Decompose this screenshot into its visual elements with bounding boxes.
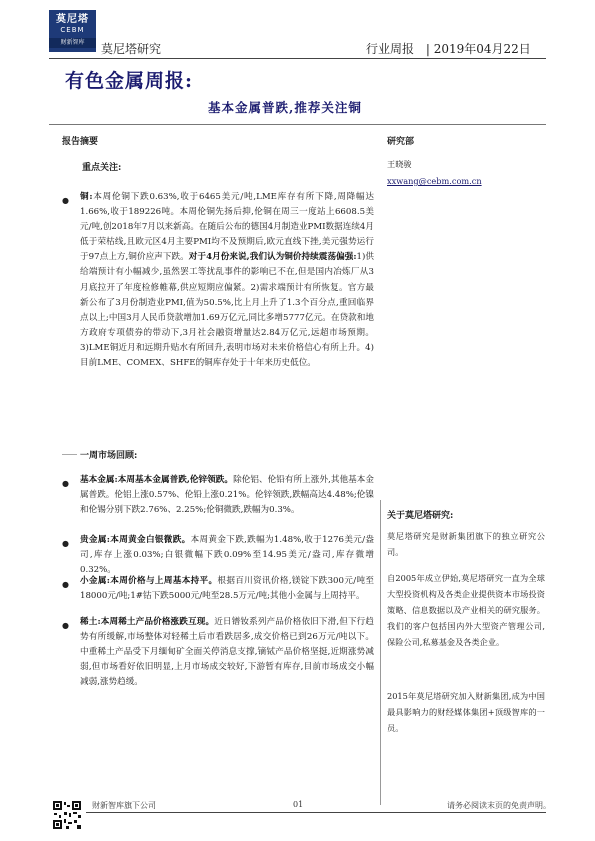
minor-metals-label: 小金属:本周价格与上周基本持平。 <box>80 576 218 586</box>
about-paragraph-3: 2015年莫尼塔研究加入财新集团,成为中国最具影响力的财经媒体集团+顶级智库的一员。 <box>387 691 545 733</box>
minor-metals-paragraph <box>80 574 374 604</box>
base-metals-paragraph <box>80 473 374 518</box>
base-metals-label: 基本金属:本周基本金属普跌,伦锌领跌。 <box>80 475 234 485</box>
copper-text: 本周伦铜下跌0.63%,收于6465美元/吨,LME库存有所下降,周降幅达1.66%,收于189226吨。本周伦铜先扬后抑,伦铜在周三一度站上6608.5美元/吨,创2018年7月以来新高。在随后公布的德国4月制造业PMI数据连续4月低于荣枯线,且欧元区4月主要PMI均不及预期后,欧元直线下挫,美元强势运行于97点上方,铜价应声下跌。 <box>80 192 374 263</box>
logo-text-caixin: 财新智库 <box>49 38 96 48</box>
research-dept-heading: 研究部 <box>387 137 415 147</box>
bullet-dot: ● <box>62 621 69 630</box>
about-paragraph-2: 自2005年成立伊始,莫尼塔研究一直为全球大型投资机构及各类企业提供资本市场投资策略、信息数据以及产业相关的研究服务。我们的客户包括国内外大型资产管理公司,保险公司,私募基金及各类企业。 <box>387 573 545 647</box>
precious-metals-text: 本周黄金下跌,跌幅为1.48%,收于1276美元/盎司,库存上涨0.03%;白银微幅下跌0.09%至14.95美元/盎司,库存微增0.32%。 <box>80 535 374 576</box>
analyst-email-link[interactable]: xxwang@cebm.com.cn <box>387 176 482 186</box>
precious-metals-label: 贵金属:本周黄金白银微跌。 <box>80 535 191 545</box>
header-divider <box>49 58 546 59</box>
copper-label: 铜: <box>80 192 93 202</box>
minor-metals-text: 根据百川资讯价格,镁锭下跌300元/吨至18000元/吨;1#钴下跌5000元/吨至28.5万元/吨;其他小金属与上周持平。 <box>80 576 374 602</box>
copper-text-2: 1)供给端预计有小幅减少,虽然罢工等扰乱事件的影响已不在,但是国内冶炼厂从3月底拉开了年度检修帷幕,供应短期应偏紧。2)需求端预计有所恢复。官方最新公布了3月份制造业PMI,值为50.5%,比上月上升了1.3个百分点,重回临界点以上;中国3月人民币贷款增加1.69万亿元,同比多增5777亿元。在贷款和地方政府专项债券的带动下,3月社会融资增量达2.84万亿元,远超市场预期。3)LME铜近月和远期升贴水有所回升,表明市场对未来价格信心有所上升。4)目前LME、COMEX、SHFE的铜库存处于十年来历史低位。 <box>80 252 374 369</box>
rare-earth-paragraph <box>80 615 374 690</box>
qr-code-icon <box>52 800 82 830</box>
focus-heading: 重点关注: <box>82 163 122 173</box>
bullet-dot: ● <box>62 580 69 589</box>
footer-company: 财新智库旗下公司 <box>92 801 156 810</box>
report-type: 行业周报 <box>366 42 415 56</box>
brand-name: 莫尼塔研究 <box>101 42 162 56</box>
rare-earth-label: 稀土:本周稀土产品价格涨跌互现。 <box>80 617 215 627</box>
footer-divider <box>86 812 546 813</box>
section-dash <box>62 454 77 455</box>
base-metals-text: 除伦铝、伦铅有所上涨外,其他基本金属普跌。伦铝上涨0.57%、伦铅上涨0.21%。伦锌领跌,跌幅高达4.48%;伦镍和伦锡分别下跌2.76%、2.25%;伦铜微跌,跌幅为0.3%。 <box>80 475 374 516</box>
logo-text-main: 莫尼塔 <box>56 14 89 25</box>
page-subtitle: 基本金属普跌,推荐关注铜 <box>208 100 362 115</box>
page-number: 01 <box>293 800 304 809</box>
analyst-name: 王晓骏 <box>387 159 412 169</box>
about-paragraph-1: 莫尼塔研究是财新集团旗下的独立研究公司。 <box>387 531 545 557</box>
rare-earth-text: 近日镨钕系列产品价格依旧下滑,但下行趋势有所缓解,市场整体对轻稀土后市看跌居多,成交价格已到26万元/吨以下。中重稀土产品受下月缅甸矿全面关停消息支撑,镝铽产品价格坚挺,近期涨势减弱,但市场看好依旧明显,上月市场成交较好,下游暂有库存,目前市场成交小幅减弱,涨势趋缓。 <box>80 617 374 688</box>
report-meta <box>366 40 531 57</box>
title-divider <box>49 124 546 125</box>
weekly-heading: 一周市场回顾: <box>80 451 138 461</box>
page-title: 有色金属周报: <box>65 70 194 92</box>
summary-heading: 报告摘要 <box>62 137 99 147</box>
report-date: | 2019年04月22日 <box>425 42 531 56</box>
company-logo <box>49 10 96 52</box>
about-heading: 关于莫尼塔研究: <box>387 511 454 521</box>
bullet-dot: ● <box>62 479 69 488</box>
footer-disclaimer: 请务必阅读末页的免责声明。 <box>447 801 551 810</box>
copper-paragraph <box>80 190 374 371</box>
column-divider <box>380 500 381 805</box>
logo-text-cebm: CEBM <box>60 26 85 34</box>
precious-metals-paragraph <box>80 533 374 578</box>
bullet-dot: ● <box>62 196 69 205</box>
bullet-dot: ● <box>62 539 69 548</box>
copper-outlook: 对于4月份来说,我们认为铜价持续震荡偏强: <box>188 252 357 263</box>
